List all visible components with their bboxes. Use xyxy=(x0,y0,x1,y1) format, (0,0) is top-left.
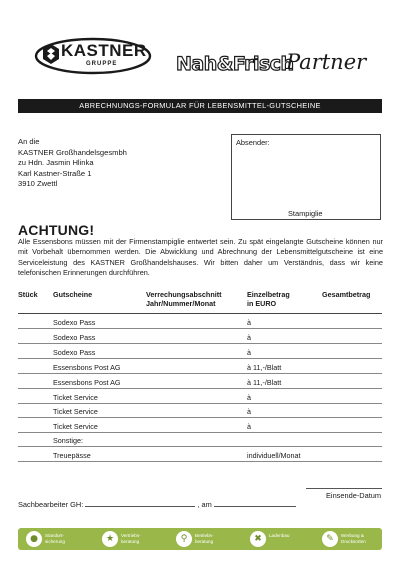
partner-wordmark: Partner xyxy=(286,50,367,74)
table-divider xyxy=(18,313,382,314)
location-icon: ● xyxy=(26,531,42,547)
header-period-line1: Verrechungsabschnitt xyxy=(146,290,222,299)
table-row[interactable] xyxy=(18,446,382,447)
row-unit: à 11,-/Blatt xyxy=(247,363,282,372)
footer-item-text: beratung xyxy=(195,538,214,544)
row-voucher: Ticket Service xyxy=(53,393,98,402)
business-icon: ⚲ xyxy=(176,531,192,547)
kastner-logo xyxy=(34,37,152,75)
row-unit: à xyxy=(247,422,251,431)
footer-item-business xyxy=(176,528,236,550)
row-voucher: Essensbons Post AG xyxy=(53,378,121,387)
store-icon: ✖ xyxy=(250,531,266,547)
table-row[interactable] xyxy=(18,432,382,433)
table-row[interactable] xyxy=(18,417,382,418)
row-voucher: Sodexo Pass xyxy=(53,318,96,327)
row-voucher: Ticket Service xyxy=(53,422,98,431)
row-unit: à xyxy=(247,407,251,416)
table-row[interactable] xyxy=(18,388,382,389)
recipient-address xyxy=(18,137,127,190)
footer-item-text: sicherung xyxy=(45,538,65,544)
kastner-mark-icon xyxy=(41,43,61,65)
footer-item-store xyxy=(250,528,310,550)
footer-item-text: Ladenbau xyxy=(269,533,290,538)
date-input-line[interactable] xyxy=(214,500,296,507)
address-line: 3910 Zwettl xyxy=(18,179,58,189)
address-line: An die xyxy=(18,137,40,146)
footer-item-text: Drucksorten xyxy=(341,538,366,544)
table-row[interactable] xyxy=(18,343,382,344)
row-unit: à xyxy=(247,318,251,327)
table-row[interactable] xyxy=(18,328,382,329)
header-total: Gesamtbetrag xyxy=(322,290,371,299)
stamp-label: Stampiglie xyxy=(288,209,323,218)
row-voucher: Essensbons Post AG xyxy=(53,363,121,372)
sender-box[interactable] xyxy=(231,134,381,220)
row-unit: à 11,-/Blatt xyxy=(247,378,282,387)
sales-icon: ★ xyxy=(102,531,118,547)
footer-item-marketing xyxy=(322,528,380,550)
footer-item-text: beratung xyxy=(121,538,140,544)
address-line: KASTNER Großhandelsgesmbh xyxy=(18,147,127,157)
notice-title: ACHTUNG! xyxy=(18,222,95,238)
footer-item-location xyxy=(26,528,86,550)
marketing-icon: ✎ xyxy=(322,531,338,547)
address-line: Karl Kastner-Straße 1 xyxy=(18,168,92,178)
footer-item-text: Standort- xyxy=(45,533,64,538)
nahfrisch-partner-logo xyxy=(176,50,376,79)
send-date-line[interactable] xyxy=(306,488,382,489)
row-voucher: Treuepässe xyxy=(53,451,91,460)
table-row[interactable] xyxy=(18,403,382,404)
notice-text: Alle Essensbons müssen mit der Firmenstampiglie entwertet sein. Zu spät eingelangte Gutscheine können nur mit Vorbehalt übernommen werden. Die Abwicklung und Abrechnung der Lebensmittelgutscheine ist eine Serviceleistung des KASTNER Großhandelshauses. Wir bitten daher um Verständnis, dass wir keine telefonischen Erinnerungen durchführen. xyxy=(18,237,383,278)
at-label: , am xyxy=(197,500,212,509)
clerk-label: Sachbearbeiter GH: xyxy=(18,500,84,509)
kastner-wordmark: KASTNER xyxy=(61,41,147,60)
row-voucher: Sonstige: xyxy=(53,436,83,445)
header-unit-line2: in EURO xyxy=(247,299,277,308)
send-date-label: Einsende-Datum xyxy=(326,491,382,500)
services-footer xyxy=(18,528,382,550)
row-voucher: Sodexo Pass xyxy=(53,333,96,342)
row-voucher: Sodexo Pass xyxy=(53,348,96,357)
header-qty: Stück xyxy=(18,290,38,299)
table-row[interactable] xyxy=(18,373,382,374)
footer-item-sales xyxy=(102,528,162,550)
clerk-input-line[interactable] xyxy=(85,500,195,507)
header-period-line2: Jahr/Nummer/Monat xyxy=(146,299,216,308)
row-unit: individuell/Monat xyxy=(247,451,301,460)
form-title-banner: ABRECHNUNGS-FORMULAR FÜR LEBENSMITTEL-GUTSCHEINE xyxy=(18,99,382,113)
row-unit: à xyxy=(247,393,251,402)
row-voucher: Ticket Service xyxy=(53,407,98,416)
row-unit: à xyxy=(247,333,251,342)
footer-item-text: Betriebs- xyxy=(195,533,214,538)
kastner-gruppe: GRUPPE xyxy=(86,61,118,67)
nahfrisch-wordmark: Nah&Frisch xyxy=(176,53,294,75)
address-line: zu Hdn. Jasmin Hlinka xyxy=(18,158,94,168)
table-row[interactable] xyxy=(18,461,382,462)
table-row[interactable] xyxy=(18,358,382,359)
header-voucher: Gutscheine xyxy=(53,290,93,299)
footer-item-text: Vertriebs- xyxy=(121,533,141,538)
header-unit-line1: Einzelbetrag xyxy=(247,290,290,299)
sender-label: Absender: xyxy=(236,138,270,147)
footer-item-text: Werbung & xyxy=(341,533,364,538)
row-unit: à xyxy=(247,348,251,357)
clerk-field xyxy=(18,500,296,509)
